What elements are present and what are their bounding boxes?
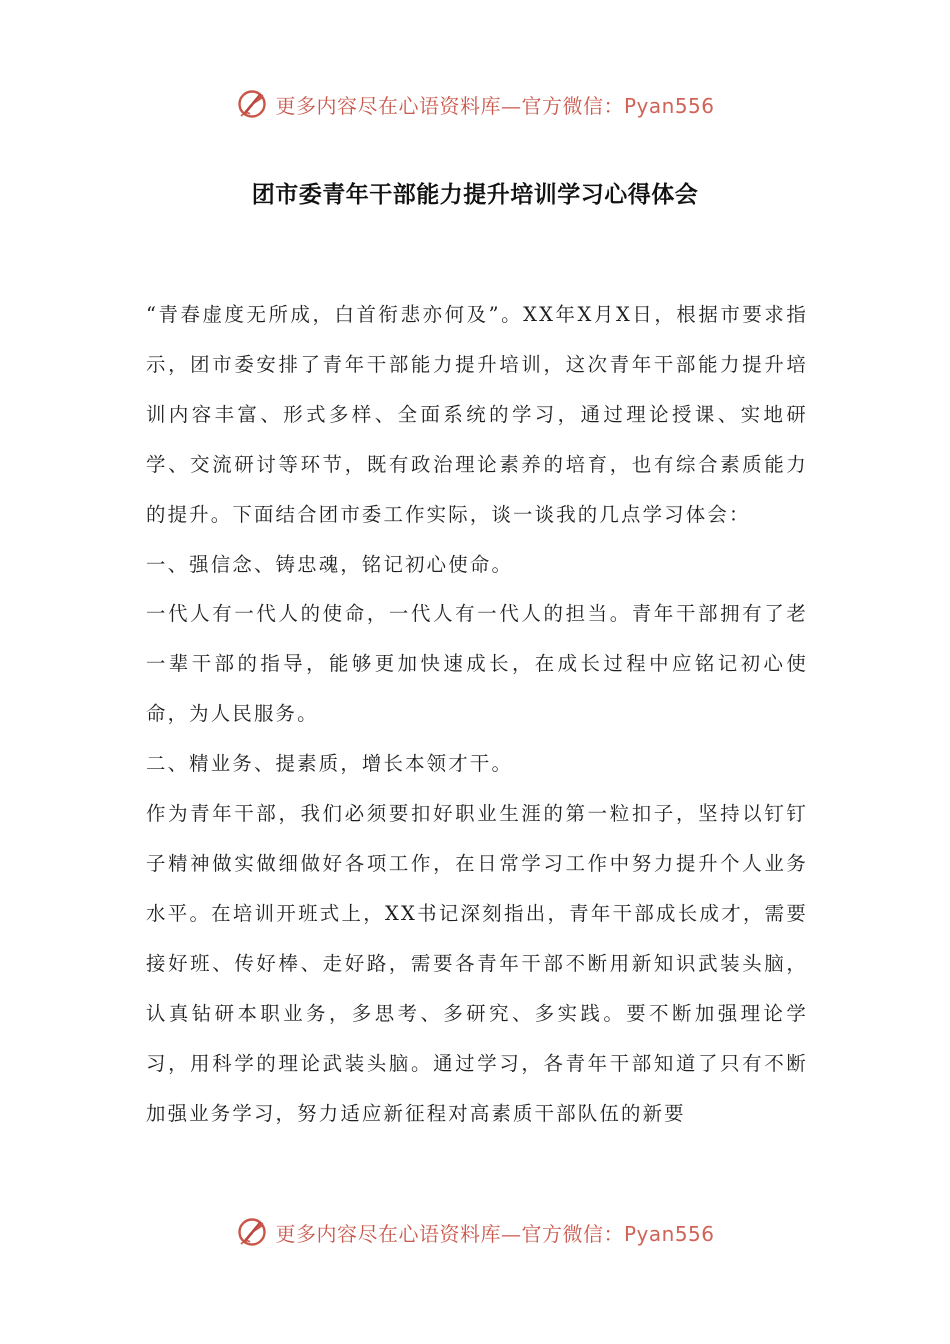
wechat-id: Pyan556: [623, 93, 715, 118]
section-heading-2: 二、精业务、提素质，增长本领才干。: [146, 752, 514, 776]
quill-logo-icon: [235, 87, 269, 121]
section-heading-1: 一、强信念、铸忠魂，铭记初心使命。: [146, 552, 514, 576]
watermark-label: 更多内容尽在心语资料库—官方微信：: [275, 93, 624, 118]
paragraph-intro: “青春虚度无所成，白首衔悲亦何及”。XX年X月X日，根据市要求指示，团市委安排了青年干部能力提升培训，这次青年干部能力提升培训内容丰富、形式多样、全面系统的学习，通过理论授课、实地研学、交流研讨等环节，既有政治理论素养的培育，也有综合素质能力的提升。下面结合团市委工作实际，谈一谈我的几点学习体会：: [146, 303, 808, 526]
paragraph-section-1: 一代人有一代人的使命，一代人有一代人的担当。青年干部拥有了老一辈干部的指导，能够更加快速成长，在成长过程中应铭记初心使命，为人民服务。: [146, 602, 808, 726]
footer-watermark-banner: [0, 1212, 950, 1252]
document-body: [146, 290, 808, 1138]
header-watermark-banner: [0, 84, 950, 124]
document-title: 团市委青年干部能力提升培训学习心得体会: [251, 182, 699, 208]
paragraph-section-2: 作为青年干部，我们必须要扣好职业生涯的第一粒扣子，坚持以钉钉子精神做实做细做好各项工作，在日常学习工作中努力提升个人业务水平。在培训开班式上，XX书记深刻指出，青年干部成长成才，需要接好班、传好棒、走好路，需要各青年干部不断用新知识武装头脑，认真钻研本职业务，多思考、多研究、多实践。要不断加强理论学习，用科学的理论武装头脑。通过学习，各青年干部知道了只有不断加强业务学习，努力适应新征程对高素质干部队伍的新要: [146, 802, 808, 1125]
watermark-label: 更多内容尽在心语资料库—官方微信：: [275, 1221, 624, 1246]
wechat-id: Pyan556: [623, 1221, 715, 1246]
watermark-text: [275, 1218, 714, 1247]
watermark-text: [275, 90, 714, 119]
quill-logo-icon: [235, 1215, 269, 1249]
